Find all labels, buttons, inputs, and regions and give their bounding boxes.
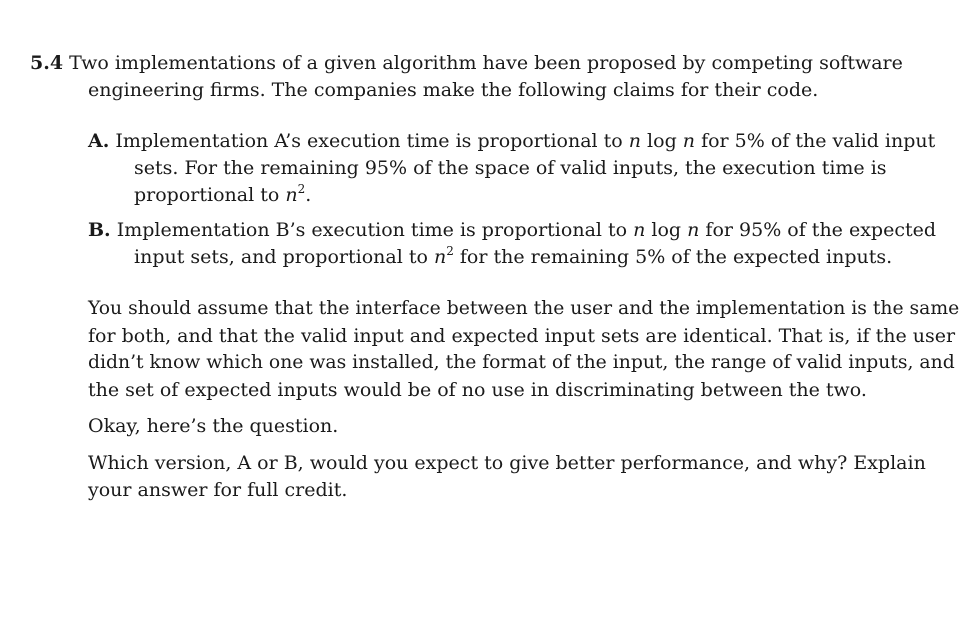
paragraph-line-2: for both, and that the valid input and expected input sets are identical. That is, if the user <box>88 325 956 347</box>
claim-b-line-2: input sets, and proportional to $n^2$ for the remaining 5% of the expected inputs. <box>134 243 893 268</box>
claim-b-line-1 <box>88 218 936 242</box>
claim-a-line-1 <box>88 129 935 153</box>
problem-intro-text-1: Two implementations of a given algorithm have been proposed by competing software <box>69 52 903 74</box>
problem-intro-line-2: engineering firms. The companies make the following claims for their code. <box>88 79 819 101</box>
claim-a-line-2: sets. For the remaining 95% of the space of valid inputs, the execution time is <box>134 157 887 179</box>
claim-a-line-3: proportional to $n^2$. <box>134 181 312 206</box>
problem-intro-line-1 <box>30 51 903 75</box>
claim-a-label: A. <box>88 130 110 152</box>
paragraph-line-1: You should assume that the interface between the user and the implementation is the same <box>88 298 960 319</box>
claim-b-text-1: Implementation B’s execution time is proportional to n log n for 95% of the expected <box>116 219 937 241</box>
claim-a-text-1: Implementation A’s execution time is proportional to n log n for 5% of the valid input <box>115 130 936 152</box>
problem-number: 5.4 <box>30 52 64 74</box>
claim-b-label: B. <box>88 219 111 241</box>
paragraph-line-3: didn’t know which one was installed, the format of the input, the range of valid inputs, and <box>88 352 955 373</box>
question-line-2: your answer for full credit. <box>88 479 348 501</box>
question-line-1: Which version, A or B, would you expect to give better performance, and why? Explain <box>88 452 926 474</box>
paragraph-line-4: the set of expected inputs would be of no use in discriminating between the two. <box>88 379 867 401</box>
okay-line: Okay, here’s the question. <box>88 415 339 437</box>
